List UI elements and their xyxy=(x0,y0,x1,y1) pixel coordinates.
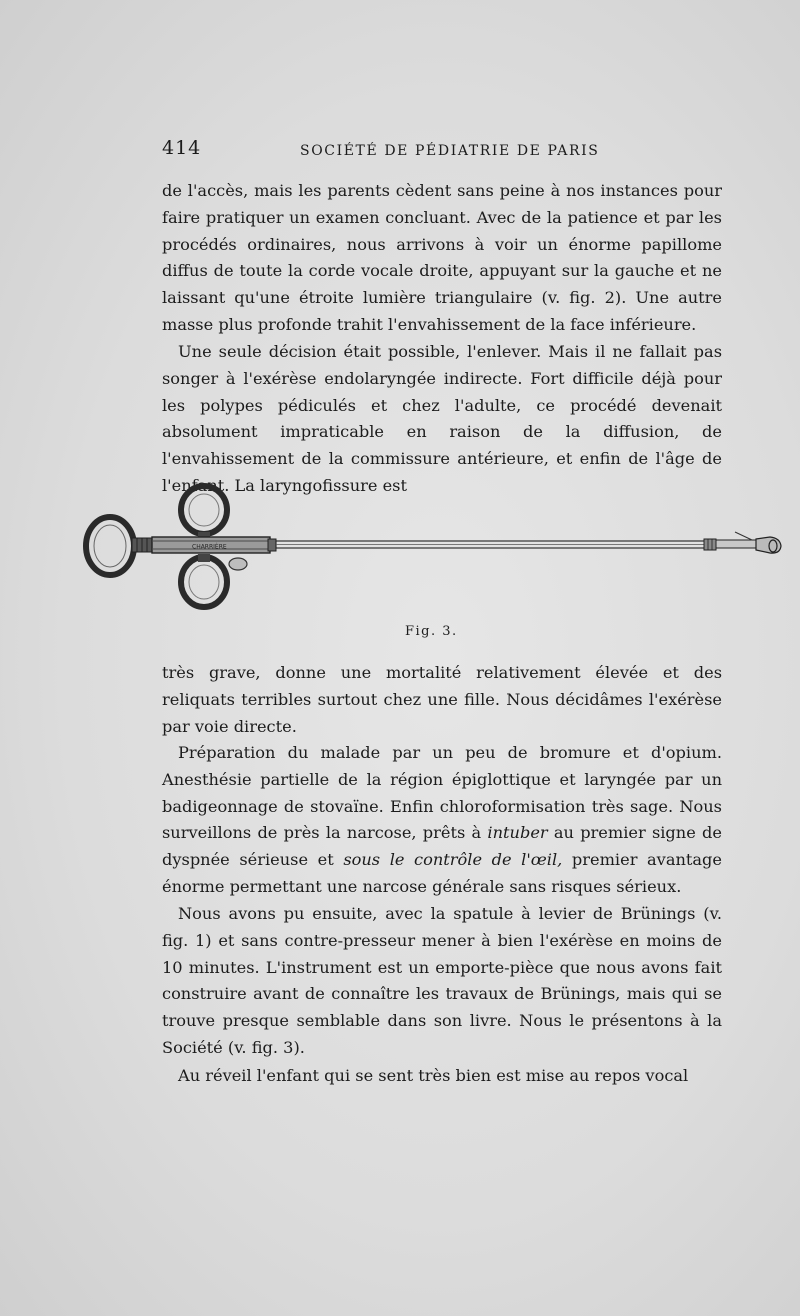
thumb-ring xyxy=(86,517,134,575)
page-header xyxy=(162,137,722,167)
figure-3-instrument xyxy=(80,476,785,616)
figure-caption: Fig. 3. xyxy=(405,624,458,639)
paragraph-3: très grave, donne une mortalité relativement élevée et des reliquats terribles surtout chez une fille. Nous décidâmes l'exérèse par voie directe. xyxy=(162,663,722,736)
paragraph-2: Une seule décision était possible, l'enlever. Mais il ne fallait pas songer à l'exérèse endolaryngée indirecte. Fort difficile déjà pour les polypes pédiculés et chez l'adulte, ce procédé devenait absolument impraticable en raison de la diffusion, de l'envahissement de la commissure antérieure, et enfin de l'âge de l'enfant. La laryngofissure est xyxy=(162,342,722,495)
paragraph-4-text-c: premier avantage énorme permettant une narcose générale sans risques sérieux. xyxy=(162,850,722,896)
paragraph-4-emphasis-b: sous le contrôle de l'œil, xyxy=(343,850,563,870)
paragraph-4 xyxy=(162,740,722,901)
paragraph-6: Au réveil l'enfant qui se sent très bien est mise au repos vocal xyxy=(178,1066,689,1085)
paragraph-1: de l'accès, mais les parents cèdent sans peine à nos instances pour faire pratiquer un examen concluant. Avec de la patience et par les procédés ordinaires, nous arrivons à voir un énorme papillome diffus de toute la corde vocale droite, appuyant sur la gauche et ne laissant qu'une étroite lumière triangulaire (v. fig. 2). Une autre masse plus profonde trahit l'envahissement de la face inférieure. xyxy=(162,181,722,334)
paragraph-4-text-b: au premier signe de dyspnée sérieuse et xyxy=(162,823,722,870)
paragraph-4-emphasis-a: intuber xyxy=(487,823,548,843)
paragraph-5: Nous avons pu ensuite, avec la spatule à levier de Brünings (v. fig. 1) et sans contre-presseur mener à bien l'exérèse en moins de 10 minutes. L'instrument est un emporte-pièce que nous avons fait construire avant de connaître les travaux de Brünings, mais qui se trouve presque semblable dans son livre. Nous le présentons à la Société (v. fig. 3). xyxy=(162,904,722,1057)
upper-finger-ring xyxy=(181,486,227,534)
paragraph-4-text-a: Préparation du malade par un peu de bromure et d'opium. Anesthésie partielle de la région épiglottique et laryngée par un badigeonnage de stovaïne. Enfin chloroformisation très sage. Nous surveillons de près la narcose, prêts à xyxy=(162,743,722,843)
forceps-illustration xyxy=(80,476,785,616)
screw-knob xyxy=(229,558,247,570)
page-number: 414 xyxy=(162,137,202,159)
running-head: SOCIÉTÉ DE PÉDIATRIE DE PARIS xyxy=(300,143,600,159)
maker-stamp: CHARRIÈRE xyxy=(192,543,227,551)
